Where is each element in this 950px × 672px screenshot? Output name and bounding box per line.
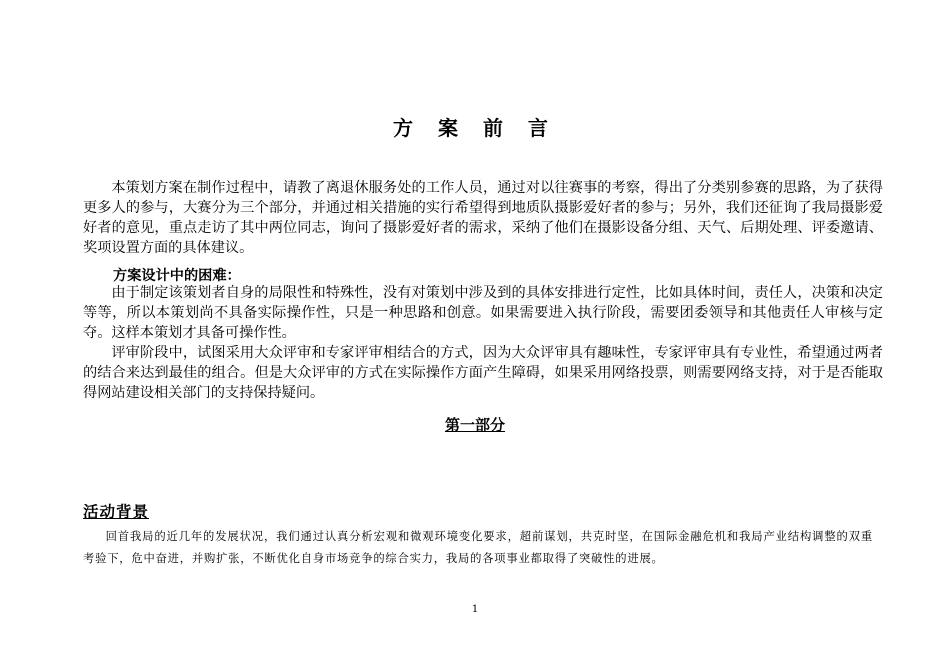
background-paragraph: 回首我局的近几年的发展状况，我们通过认真分析宏观和微观环境变化要求，超前谋划，共克时坚，在国际金融危机和我局产业结构调整的双重考验下，危中奋进，并购扩张，不断优化自身市场竞争的综合实力，我局的各项事业都取得了突破性的进展。 (83, 530, 873, 565)
page-number: 1 (471, 604, 479, 615)
part-heading: 第一部分 (444, 416, 505, 434)
review-paragraph: 评审阶段中，试图采用大众评审和专家评审相结合的方式，因为大众评审具有趣味性，专家评审具有专业性，希望通过两者的结合来达到最佳的组合。但是大众评审的方式在实际操作方面产生障碍，如果采用网络投票，则需要网络支持，对于是否能取得网站建设相关部门的支持保持疑问。 (83, 345, 883, 401)
difficulty-heading: 方案设计中的困难： (113, 268, 241, 284)
document-title: 方 案 前 言 (393, 116, 557, 140)
section-heading: 活动背景 (83, 503, 150, 521)
intro-paragraph: 本策划方案在制作过程中，请教了离退休服务处的工作人员，通过对以往赛事的考察，得出了分类别参赛的思路，为了获得更多人的参与，大赛分为三个部分，并通过相关措施的实行希望得到地质队摄影爱好者的参与；另外，我们还征询了我局摄影爱好者的意见，重点走访了其中两位同志，询问了摄影爱好者的需求，采纳了他们在摄影设备分组、天气、后期处理、评委邀请、奖项设置方面的具体建议。 (83, 180, 883, 256)
difficulty-paragraph: 由于制定该策划者自身的局限性和特殊性，没有对策划中涉及到的具体安排进行定性，比如具体时间，责任人，决策和决定等等，所以本策划尚不具备实际操作性，只是一种思路和创意。如果需要进入执行阶段，需要团委领导和其他责任人审核与定夺。这样本策划才具备可操作性。 (83, 285, 883, 341)
